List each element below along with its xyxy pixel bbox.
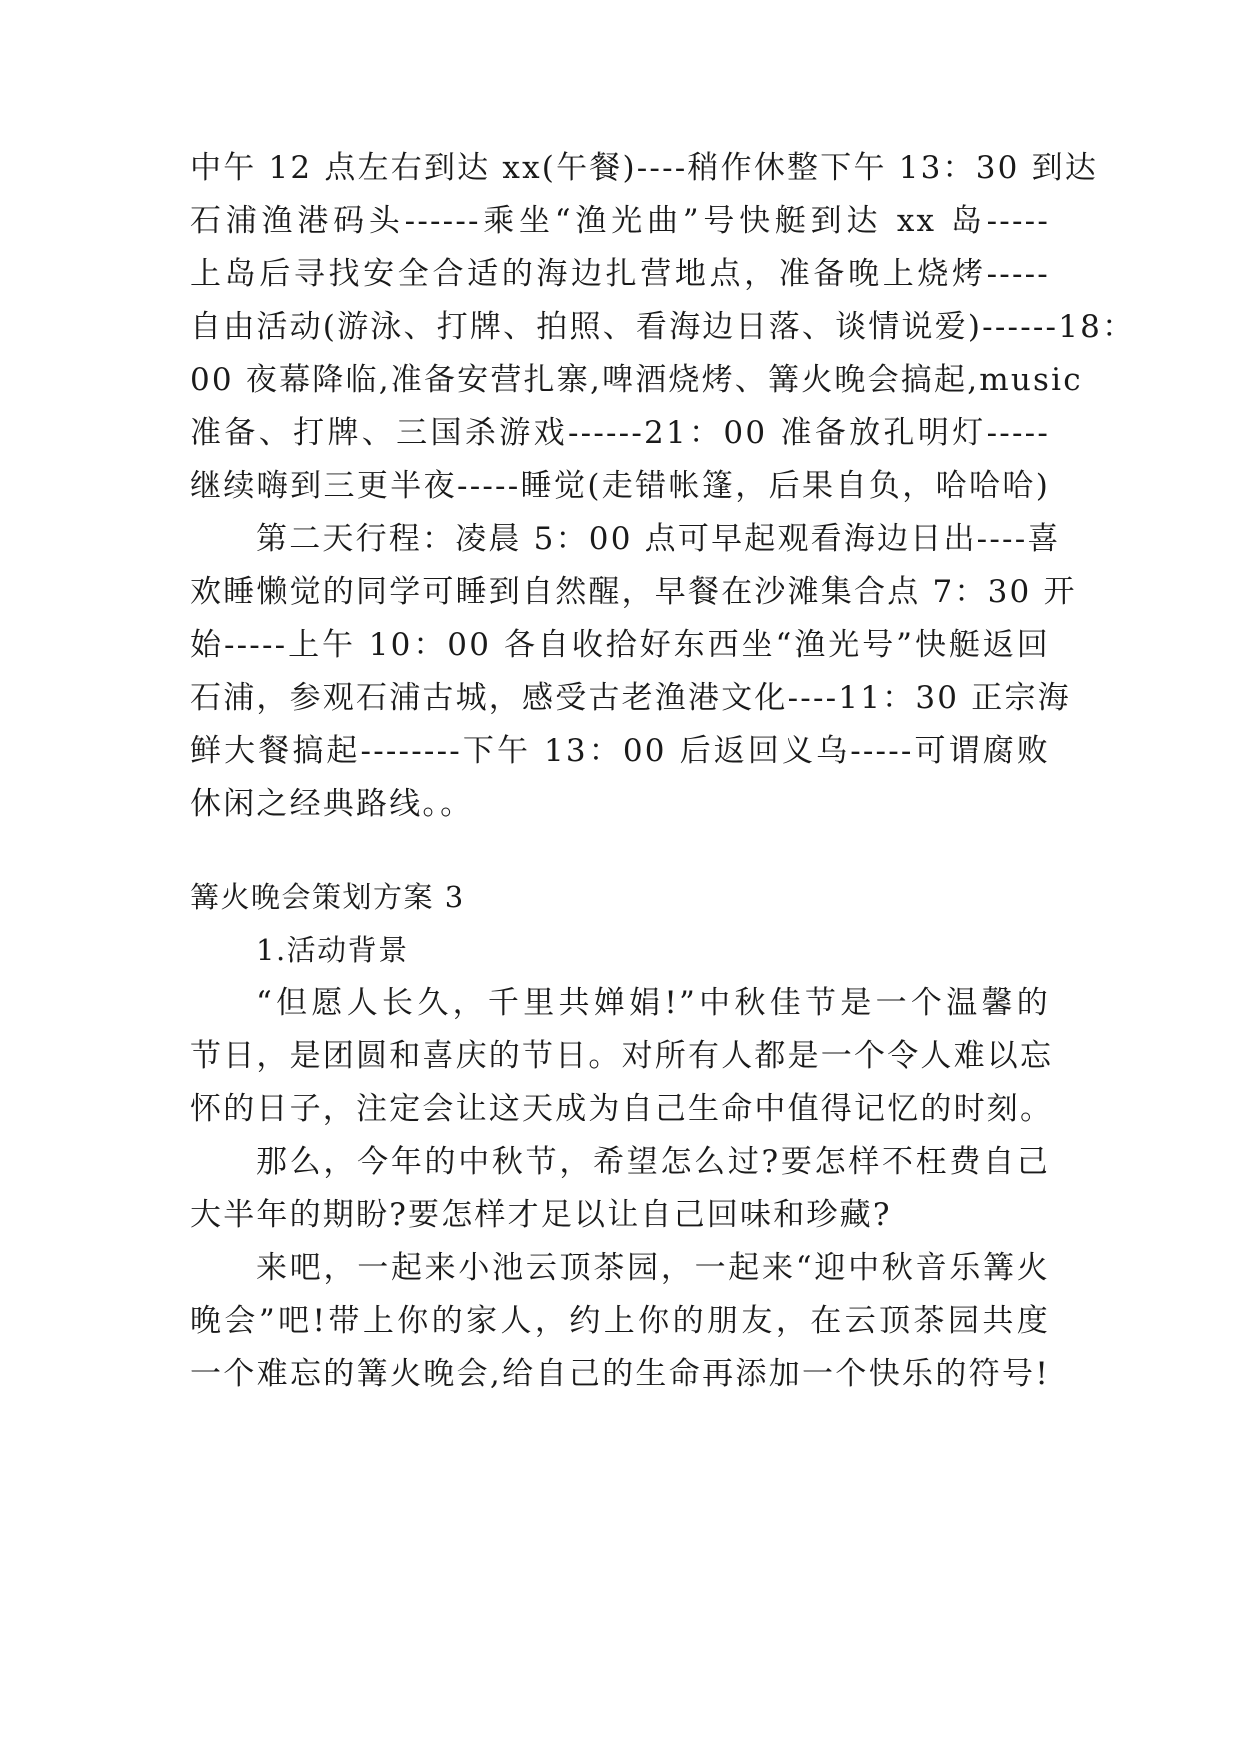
- paragraph-line: 节日，是团圆和喜庆的节日。对所有人都是一个令人难以忘: [190, 1038, 1054, 1074]
- body-text-line: 上岛后寻找安全合适的海边扎营地点，准备晚上烧烤-----: [190, 256, 1050, 292]
- section-title: 篝火晚会策划方案 3: [190, 880, 465, 914]
- body-text-line: 00 夜幕降临,准备安营扎寨,啤酒烧烤、篝火晚会搞起,music: [190, 362, 1083, 398]
- day2-text-line: 休闲之经典路线。。: [190, 786, 474, 822]
- paragraph-line: 晚会”吧!带上你的家人，约上你的朋友，在云顶茶园共度: [190, 1303, 1050, 1339]
- paragraph-line: 大半年的期盼?要怎样才足以让自己回味和珍藏?: [190, 1197, 892, 1233]
- day2-text-line: 第二天行程：凌晨 5：00 点可早起观看海边日出----喜: [256, 521, 1061, 557]
- body-text-line: 石浦渔港码头------乘坐“渔光曲”号快艇到达 xx 岛-----: [190, 203, 1050, 239]
- paragraph-line: 一个难忘的篝火晚会,给自己的生命再添加一个快乐的符号!: [190, 1356, 1050, 1392]
- body-text-line: 中午 12 点左右到达 xx(午餐)----稍作休整下午 13：30 到达: [190, 150, 1099, 186]
- paragraph-line: 那么，今年的中秋节，希望怎么过?要怎样不枉费自己: [256, 1144, 1050, 1180]
- body-text-line: 继续嗨到三更半夜-----睡觉(走错帐篷，后果自负，哈哈哈): [190, 468, 1050, 504]
- body-text-line: 自由活动(游泳、打牌、拍照、看海边日落、谈情说爱)------18：: [190, 309, 1136, 345]
- day2-text-line: 始-----上午 10：00 各自收拾好东西坐“渔光号”快艇返回: [190, 627, 1050, 663]
- paragraph-line: 来吧，一起来小池云顶茶园，一起来“迎中秋音乐篝火: [256, 1250, 1050, 1286]
- day2-text-line: 石浦，参观石浦古城，感受古老渔港文化----11：30 正宗海: [190, 680, 1071, 716]
- day2-text-line: 欢睡懒觉的同学可睡到自然醒，早餐在沙滩集合点 7：30 开: [190, 574, 1077, 610]
- subheading: 1.活动背景: [256, 933, 409, 967]
- paragraph-line: “但愿人长久，千里共婵娟!”中秋佳节是一个温馨的: [256, 985, 1050, 1021]
- body-text-line: 准备、打牌、三国杀游戏------21：00 准备放孔明灯-----: [190, 415, 1050, 451]
- paragraph-line: 怀的日子，注定会让这天成为自己生命中值得记忆的时刻。: [190, 1091, 1054, 1127]
- day2-text-line: 鲜大餐搞起--------下午 13：00 后返回义乌-----可谓腐败: [190, 733, 1050, 769]
